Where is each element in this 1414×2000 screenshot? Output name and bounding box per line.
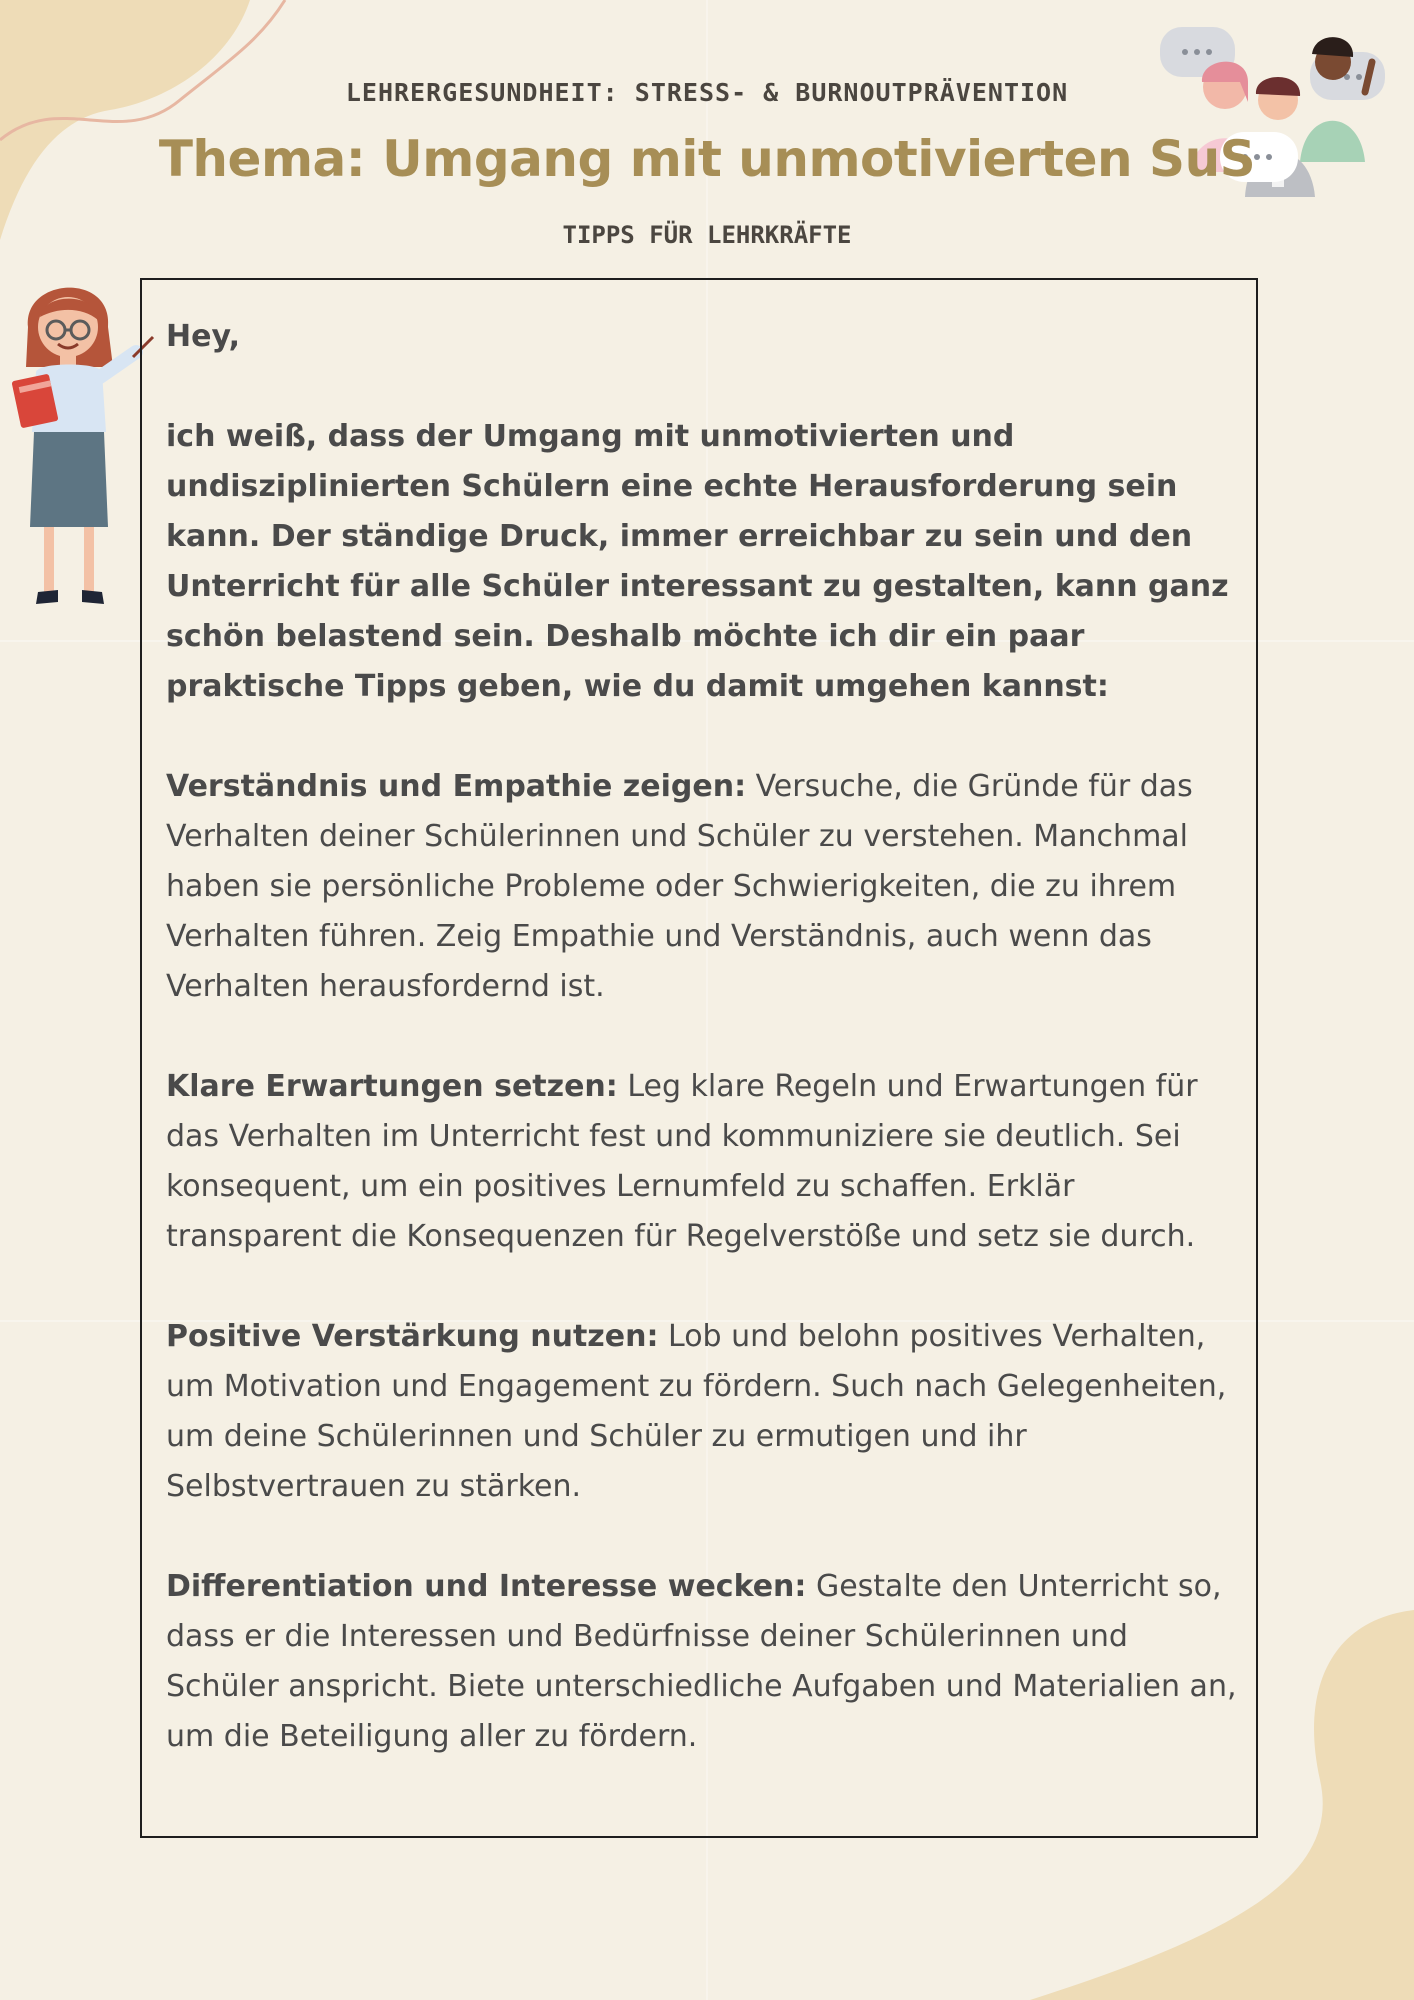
tip-heading: Differentiation und Interesse wecken: <box>166 1569 807 1604</box>
tip-paragraph <box>166 1062 1246 1262</box>
page-subtitle: TIPPS FÜR LEHRKRÄFTE <box>562 221 852 249</box>
tip-text: Versuche, die Gründe für das Verhalten deiner Schülerinnen und Schüler zu verstehen. Manchmal haben sie persönliche Probleme oder Schwierigkeiten, die zu ihrem Verhalten führen. Zeig Empathie und Verständnis, auch wenn das Verhalten herausfordernd ist. <box>166 769 1193 1004</box>
letter-content <box>166 312 1246 1812</box>
tip-paragraph <box>166 762 1246 1012</box>
eyebrow-heading: LEHRERGESUNDHEIT: STRESS- & BURNOUTPRÄVENTION <box>345 78 1069 107</box>
tip-text: Gestalte den Unterricht so, dass er die Interessen und Bedürfnisse deiner Schülerinnen und Schüler anspricht. Biete unterschiedliche Aufgaben und Materialien an, um die Beteiligung aller zu fördern. <box>166 1569 1237 1754</box>
tip-paragraph <box>166 1562 1246 1762</box>
letter-greeting: Hey, <box>166 319 241 354</box>
tip-paragraph <box>166 1312 1246 1512</box>
teacher-illustration <box>8 272 158 632</box>
tip-text: Leg klare Regeln und Erwartungen für das Verhalten im Unterricht fest und kommuniziere sie deutlich. Sei konsequent, um ein positives Lernumfeld zu schaffen. Erklär transparent die Konsequenzen für Regelverstöße und setz sie durch. <box>166 1069 1198 1254</box>
page-title: Thema: Umgang mit unmotivierten SuS <box>158 130 1256 188</box>
tip-heading: Verständnis und Empathie zeigen: <box>166 769 747 804</box>
tip-heading: Klare Erwartungen setzen: <box>166 1069 618 1104</box>
letter-intro: ich weiß, dass der Umgang mit unmotivierten und undisziplinierten Schülern eine echte Herausforderung sein kann. Der ständige Druck, immer erreichbar zu sein und den Unterricht für alle Schüler interessant zu gestalten, kann ganz schön belastend sein. Deshalb möchte ich dir ein paar praktische Tipps geben, wie du damit umgehen kannst: <box>166 419 1229 704</box>
tip-heading: Positive Verstärkung nutzen: <box>166 1319 659 1354</box>
tip-text: Lob und belohn positives Verhalten, um Motivation und Engagement zu fördern. Such nach Gelegenheiten, um deine Schülerinnen und Schüler zu ermutigen und ihr Selbstvertrauen zu stärken. <box>166 1319 1227 1504</box>
